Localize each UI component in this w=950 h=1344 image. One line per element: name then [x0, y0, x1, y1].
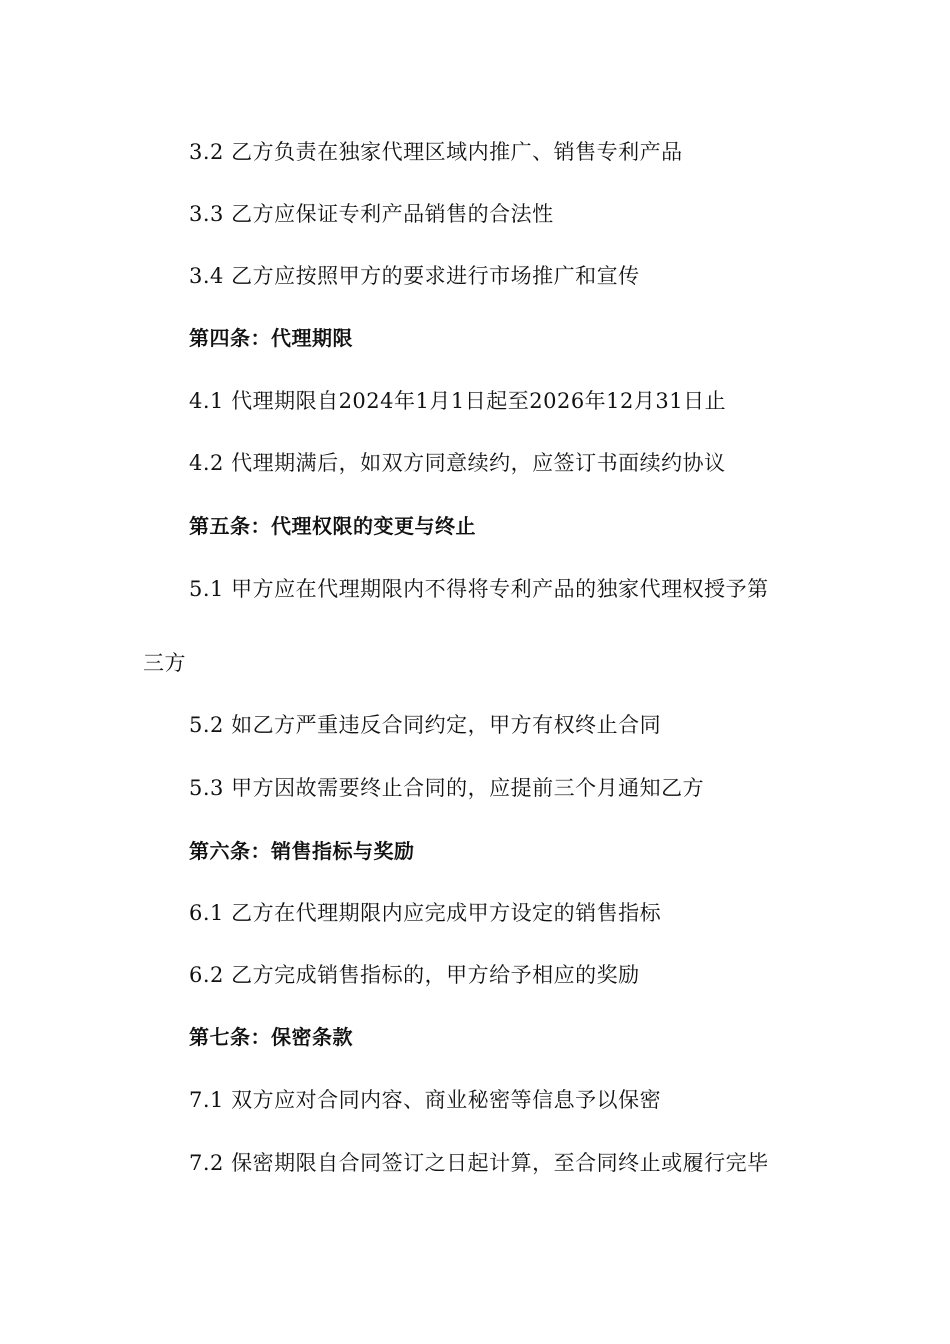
- clause-3-2: 3.2 乙方负责在独家代理区域内推广、销售专利产品: [189, 140, 683, 164]
- clause-7-2: 7.2 保密期限自合同签订之日起计算，至合同终止或履行完毕: [189, 1151, 769, 1175]
- article-6-heading: 第六条：销售指标与奖励: [189, 839, 415, 863]
- article-7-heading: 第七条：保密条款: [189, 1025, 353, 1049]
- clause-6-1: 6.1 乙方在代理期限内应完成甲方设定的销售指标: [189, 901, 662, 925]
- clause-4-2: 4.2 代理期满后，如双方同意续约，应签订书面续约协议: [189, 451, 726, 475]
- article-4-heading: 第四条：代理期限: [189, 326, 353, 350]
- clause-3-4: 3.4 乙方应按照甲方的要求进行市场推广和宣传: [189, 264, 640, 288]
- clause-5-1: 5.1 甲方应在代理期限内不得将专利产品的独家代理权授予第: [189, 577, 769, 601]
- clause-7-1: 7.1 双方应对合同内容、商业秘密等信息予以保密: [189, 1088, 662, 1112]
- clause-5-2: 5.2 如乙方严重违反合同约定，甲方有权终止合同: [189, 713, 662, 737]
- clause-5-3: 5.3 甲方因故需要终止合同的，应提前三个月通知乙方: [189, 776, 705, 800]
- clause-5-1-continuation: 三方: [143, 651, 186, 675]
- clause-3-3: 3.3 乙方应保证专利产品销售的合法性: [189, 202, 554, 226]
- article-5-heading: 第五条：代理权限的变更与终止: [189, 514, 476, 538]
- clause-6-2: 6.2 乙方完成销售指标的，甲方给予相应的奖励: [189, 963, 640, 987]
- clause-4-1: 4.1 代理期限自2024年1月1日起至2026年12月31日止: [189, 389, 727, 413]
